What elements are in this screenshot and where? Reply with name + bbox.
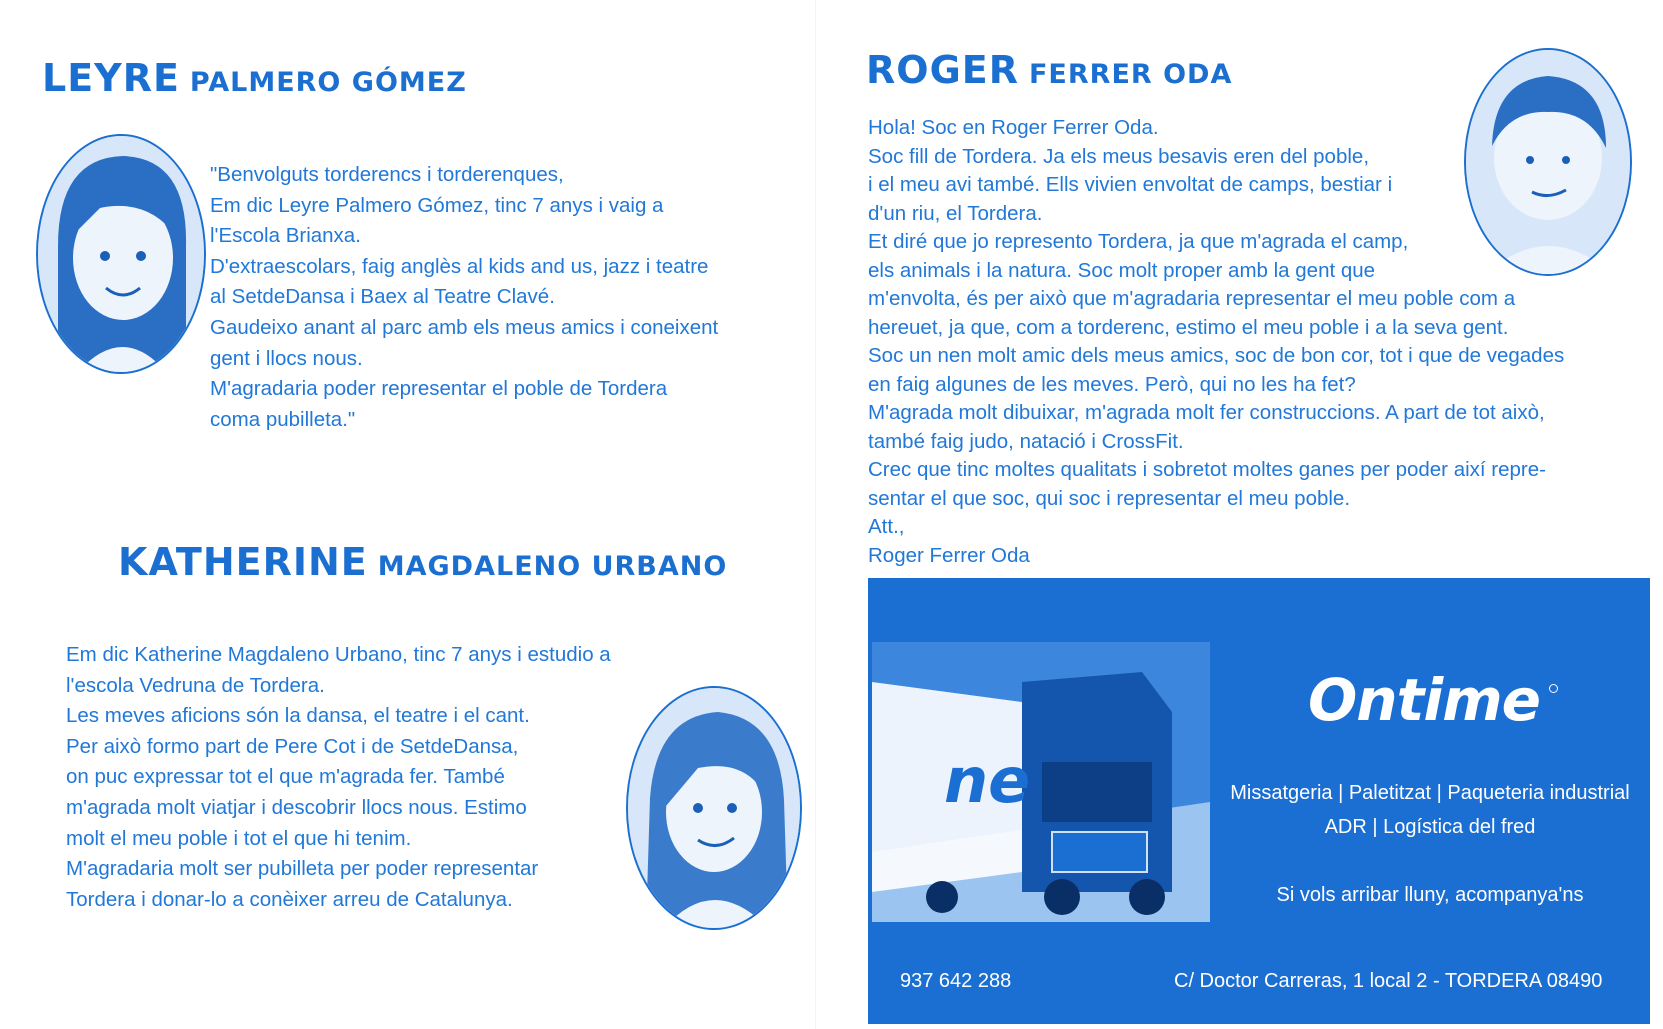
text-line: hereuet, ja que, com a torderenc, estimo el meu poble i a la seva gent. <box>868 315 1509 339</box>
katherine-photo <box>626 686 802 930</box>
text-line: m'envolta, és per això que m'agradaria representar el meu poble com a <box>868 287 1516 310</box>
ad-address: C/ Doctor Carreras, 1 local 2 - TORDERA 08490 <box>1174 970 1603 992</box>
katherine-name-heading <box>118 540 727 584</box>
text-line: l'escola Vedruna de Tordera. <box>66 673 325 697</box>
text-line: Att., <box>868 515 905 538</box>
leyre-photo <box>36 134 206 374</box>
text-line: gent i llocs nous. <box>210 346 363 370</box>
text-line: M'agradaria molt ser pubilleta per poder representar <box>66 857 539 881</box>
roger-name-heading <box>866 48 1232 92</box>
text-line: M'agradaria poder representar el poble de Tordera <box>210 377 668 401</box>
text-line: Em dic Katherine Magdaleno Urbano, tinc 7 anys i estudio a <box>66 643 611 666</box>
text-line: Soc fill de Tordera. Ja els meus besavis eren del poble, <box>868 144 1370 168</box>
leyre-text <box>210 160 718 435</box>
services-line: ADR | Logística del fred <box>1324 816 1536 838</box>
text-line: Gaudeixo anant al parc amb els meus amics i coneixent <box>210 315 719 339</box>
text-line: Soc un nen molt amic dels meus amics, soc de bon cor, tot i que de vegades <box>868 344 1565 367</box>
text-line: coma pubilleta." <box>210 407 356 431</box>
text-line: en faig algunes de les meves. Però, qui no les ha fet? <box>868 372 1356 396</box>
text-line: molt el meu poble i tot el que hi tenim. <box>66 826 412 850</box>
text-line: també faig judo, natació i CrossFit. <box>868 429 1184 453</box>
text-line: d'un riu, el Tordera. <box>868 201 1043 225</box>
leyre-first-name: LEYRE <box>42 56 180 100</box>
text-line: al SetdeDansa i Baex al Teatre Clavé. <box>210 285 555 309</box>
leyre-name-heading <box>42 56 467 100</box>
text-line: Crec que tinc moltes qualitats i sobretot moltes ganes per poder així repre- <box>868 458 1546 481</box>
text-line: Hola! Soc en Roger Ferrer Oda. <box>868 116 1159 139</box>
katherine-last-name: MAGDALENO URBANO <box>377 551 728 582</box>
truck-icon <box>872 642 1210 922</box>
text-line: on puc expressar tot el que m'agrada fer. També <box>66 765 505 789</box>
text-line: D'extraescolars, faig anglès al kids and us, jazz i teatre <box>210 254 709 278</box>
roger-text <box>868 114 1564 570</box>
girl-portrait-icon <box>38 136 204 372</box>
ad-phone: 937 642 288 <box>900 970 1012 992</box>
text-line: i el meu avi també. Ells vivien envoltat de camps, bestiar i <box>868 173 1393 196</box>
text-line: sentar el que soc, qui soc i representar el meu poble. <box>868 486 1351 510</box>
text-line: els animals i la natura. Soc molt proper amb la gent que <box>868 258 1376 282</box>
text-line: Per això formo part de Pere Cot i de SetdeDansa, <box>66 734 519 758</box>
services-line: Missatgeria | Paletitzat | Paqueteria industrial <box>1230 782 1630 804</box>
girl-portrait-icon <box>628 688 800 928</box>
katherine-text <box>66 640 611 915</box>
truck-logo-text: ne <box>944 744 1031 817</box>
ontime-logo: Ontime <box>1308 666 1540 734</box>
text-line: Les meves aficions són la dansa, el teatre i el cant. <box>66 704 530 728</box>
text-line: Roger Ferrer Oda <box>868 543 1030 567</box>
roger-last-name: FERRER ODA <box>1028 59 1233 90</box>
ontime-advertisement <box>868 578 1650 1024</box>
text-line: l'Escola Brianxa. <box>210 224 361 248</box>
text-line: Tordera i donar-lo a conèixer arreu de Catalunya. <box>66 887 513 911</box>
text-line: M'agrada molt dibuixar, m'agrada molt fer construccions. A part de tot això, <box>868 401 1545 424</box>
text-line: m'agrada molt viatjar i descobrir llocs nous. Estimo <box>66 795 527 819</box>
roger-first-name: ROGER <box>866 48 1019 92</box>
text-line: "Benvolguts torderencs i torderenques, <box>210 163 564 186</box>
ad-services <box>1220 776 1640 844</box>
katherine-first-name: KATHERINE <box>118 540 368 584</box>
text-line: Et diré que jo represento Tordera, ja que m'agrada el camp, <box>868 230 1409 253</box>
page-fold <box>815 0 816 1029</box>
registered-mark-icon <box>1549 684 1558 693</box>
leyre-last-name: PALMERO GÓMEZ <box>189 67 467 98</box>
text-line: Em dic Leyre Palmero Gómez, tinc 7 anys i vaig a <box>210 193 664 217</box>
ad-tagline: Si vols arribar lluny, acompanya'ns <box>1276 884 1584 906</box>
